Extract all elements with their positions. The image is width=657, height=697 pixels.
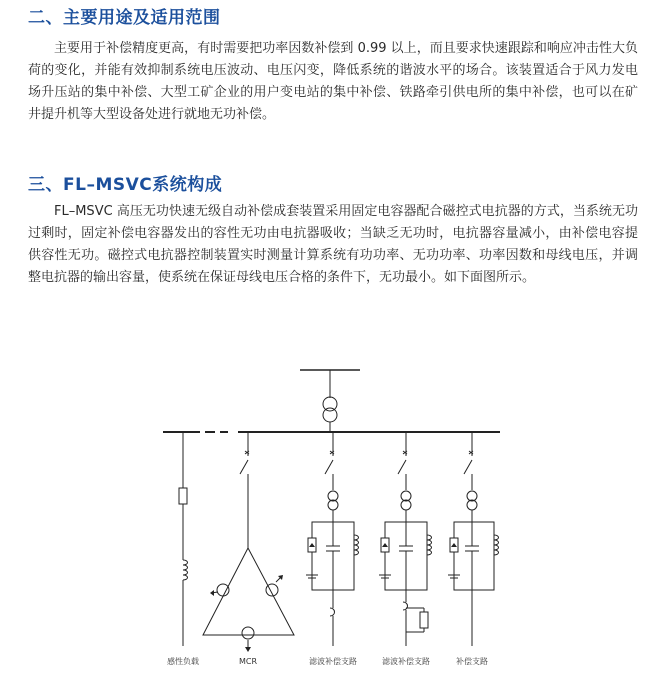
mcr-branch	[203, 432, 294, 652]
section-heading-usage: 二、主要用途及适用范围	[28, 8, 221, 28]
transformer-symbol	[323, 397, 337, 422]
inductive-load-branch	[179, 432, 188, 646]
usage-paragraph: 主要用于补偿精度更高，有时需要把功率因数补偿到 0.99 以上，而且要求快速跟踪和响应冲击性大负荷的变化，并能有效抑制系统电压波动、电压闪变，降低系统的谐波水平的场合。该装置适合于风力发电场升压站的集中补偿、大型工矿企业的用户变电站的集中补偿、铁路牵引供电所的集中补偿，也可以在矿井提升机等大型设备处进行就地无功补偿。	[28, 41, 638, 122]
circuit-diagram	[0, 350, 657, 697]
filter-branch-2	[379, 432, 432, 646]
section-heading-composition: 三、FL–MSVC系统构成	[28, 175, 223, 195]
mcr-reactor-bottom	[242, 627, 254, 652]
label-compensation-branch: 补偿支路	[456, 657, 488, 666]
filter-branch-1	[306, 432, 359, 646]
mcr-reactor-right	[266, 575, 283, 596]
label-inductive-load: 感性负载	[167, 657, 199, 666]
label-mcr: MCR	[238, 657, 258, 666]
label-filter-branch-2: 滤波补偿支路	[382, 657, 430, 666]
label-filter-branch-1: 滤波补偿支路	[309, 657, 357, 666]
compensation-branch	[448, 432, 499, 646]
composition-paragraph: FL–MSVC 高压无功快速无级自动补偿成套装置采用固定电容器配合磁控式电抗器的方式，当系统无功过剩时，固定补偿电容器发出的容性无功由电抗器吸收；当缺乏无功时，电抗器容量减小，由补偿电容提供容性无功。磁控式电抗器控制装置实时测量计算系统有功功率、无功功率、功率因数和母线电压，并调整电抗器的输出容量，使系统在保证母线电压合格的条件下，无功最小。如下面图所示。	[28, 204, 638, 285]
